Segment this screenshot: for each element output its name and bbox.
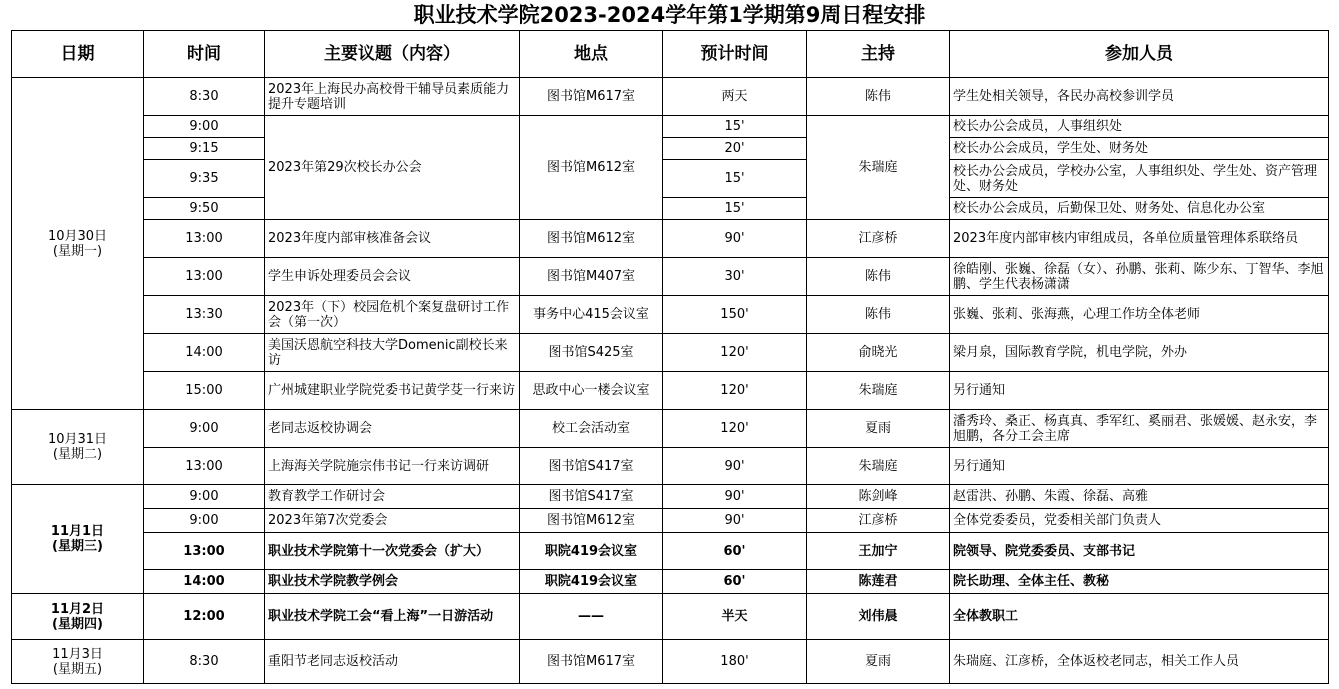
- duration-cell: 90': [663, 509, 807, 533]
- table-row: [12, 198, 1329, 220]
- topic-cell: 上海海关学院施宗伟书记一行来访调研: [265, 448, 520, 485]
- duration-cell: 150': [663, 296, 807, 334]
- time-cell: 9:00: [144, 509, 265, 533]
- table-row: [12, 138, 1329, 160]
- place-cell: ——: [520, 594, 663, 640]
- day-cell-tue: [12, 410, 144, 485]
- attendees-cell: 另行通知: [950, 372, 1329, 410]
- duration-cell: 120': [663, 372, 807, 410]
- time-cell: 9:00: [144, 410, 265, 448]
- host-cell: 陈剑峰: [807, 485, 950, 509]
- time-cell: 12:00: [144, 594, 265, 640]
- day-weekday: (星期五): [52, 661, 103, 677]
- table-row: [12, 116, 1329, 138]
- attendees-cell: 另行通知: [950, 448, 1329, 485]
- topic-cell: 2023年（下）校园危机个案复盘研讨工作会（第一次）: [265, 296, 520, 334]
- time-cell: 13:00: [144, 220, 265, 258]
- host-cell: 俞晓光: [807, 334, 950, 372]
- table-row: [12, 485, 1329, 509]
- topic-cell: 职业技术学院教学例会: [265, 570, 520, 594]
- place-cell: 职院419会议室: [520, 533, 663, 570]
- host-cell: 夏雨: [807, 640, 950, 684]
- topic-cell: 广州城建职业学院党委书记黄学芟一行来访: [265, 372, 520, 410]
- duration-cell: 120': [663, 334, 807, 372]
- place-cell: 图书馆S425室: [520, 334, 663, 372]
- place-cell: 图书馆M612室: [520, 116, 663, 220]
- table-row: [12, 448, 1329, 485]
- time-cell: 9:50: [144, 198, 265, 220]
- time-cell: 13:30: [144, 296, 265, 334]
- day-weekday: (星期一): [52, 243, 103, 259]
- attendees-cell: 学生处相关领导，各民办高校参训学员: [950, 78, 1329, 116]
- attendees-cell: 赵雷洪、孙鹏、朱霞、徐磊、高雅: [950, 485, 1329, 509]
- attendees-cell: 校长办公会成员，学生处、财务处: [950, 138, 1329, 160]
- time-cell: 9:00: [144, 116, 265, 138]
- day-cell-wed: [12, 485, 144, 594]
- place-cell: 思政中心一楼会议室: [520, 372, 663, 410]
- time-cell: 9:15: [144, 138, 265, 160]
- host-cell: 陈莲君: [807, 570, 950, 594]
- host-cell: 朱瑞庭: [807, 448, 950, 485]
- topic-cell: 2023年上海民办高校骨干辅导员素质能力提升专题培训: [265, 78, 520, 116]
- duration-cell: 15': [663, 160, 807, 198]
- time-cell: 8:30: [144, 78, 265, 116]
- place-cell: 图书馆M407室: [520, 258, 663, 296]
- place-cell: 校工会活动室: [520, 410, 663, 448]
- topic-cell: 2023年第29次校长办公会: [265, 116, 520, 220]
- duration-cell: 60': [663, 533, 807, 570]
- table-row: [12, 296, 1329, 334]
- attendees-cell: 院长助理、全体主任、教秘: [950, 570, 1329, 594]
- topic-cell: 重阳节老同志返校活动: [265, 640, 520, 684]
- col-header-topic: 主要议题（内容）: [265, 31, 520, 78]
- time-cell: 13:00: [144, 533, 265, 570]
- attendees-cell: 校长办公会成员，学校办公室，人事组织处、学生处、资产管理处、财务处: [950, 160, 1329, 198]
- day-date: 10月31日: [47, 432, 108, 447]
- col-header-duration: 预计时间: [663, 31, 807, 78]
- page-title: 职业技术学院2023-2024学年第1学期第9周日程安排: [413, 3, 926, 27]
- topic-cell: 学生申诉处理委员会会议: [265, 258, 520, 296]
- place-cell: 图书馆M612室: [520, 220, 663, 258]
- day-date: 10月30日: [47, 228, 108, 244]
- host-cell: 江彦桥: [807, 220, 950, 258]
- day-weekday: (星期四): [52, 616, 103, 632]
- attendees-cell: 校长办公会成员，人事组织处: [950, 116, 1329, 138]
- duration-cell: 30': [663, 258, 807, 296]
- col-header-time: 时间: [144, 31, 265, 78]
- attendees-cell: 梁月泉，国际教育学院，机电学院，外办: [950, 334, 1329, 372]
- host-cell: 陈伟: [807, 296, 950, 334]
- schedule-table: [11, 30, 1329, 684]
- col-header-host: 主持: [807, 31, 950, 78]
- place-cell: 事务中心415会议室: [520, 296, 663, 334]
- duration-cell: 20': [663, 138, 807, 160]
- topic-cell: 美国沃恩航空科技大学Domenic副校长来访: [265, 334, 520, 372]
- duration-cell: 15': [663, 116, 807, 138]
- day-date: 11月1日: [50, 524, 105, 539]
- attendees-cell: 徐皓刚、张巍、徐磊（女）、孙鹏、张莉、陈少东、丁智华、李旭鹏、学生代表杨潇潇: [950, 258, 1329, 296]
- table-row: [12, 334, 1329, 372]
- host-cell: 夏雨: [807, 410, 950, 448]
- header-row: [12, 31, 1329, 78]
- time-cell: 14:00: [144, 334, 265, 372]
- table-row: [12, 78, 1329, 116]
- duration-cell: 半天: [663, 594, 807, 640]
- topic-cell: 教育教学工作研讨会: [265, 485, 520, 509]
- place-cell: 图书馆M612室: [520, 509, 663, 533]
- host-cell: 朱瑞庭: [807, 116, 950, 220]
- time-cell: 13:00: [144, 448, 265, 485]
- duration-cell: 60': [663, 570, 807, 594]
- time-cell: 14:00: [144, 570, 265, 594]
- attendees-cell: 院领导、院党委委员、支部书记: [950, 533, 1329, 570]
- place-cell: 图书馆M617室: [520, 640, 663, 684]
- host-cell: 陈伟: [807, 78, 950, 116]
- table-row: [12, 220, 1329, 258]
- time-cell: 9:35: [144, 160, 265, 198]
- attendees-cell: 校长办公会成员，后勤保卫处、财务处、信息化办公室: [950, 198, 1329, 220]
- attendees-cell: 朱瑞庭、江彦桥，全体返校老同志，相关工作人员: [950, 640, 1329, 684]
- time-cell: 9:00: [144, 485, 265, 509]
- topic-cell: 2023年度内部审核准备会议: [265, 220, 520, 258]
- day-cell-thu: [12, 594, 144, 640]
- table-row: [12, 509, 1329, 533]
- place-cell: 图书馆M617室: [520, 78, 663, 116]
- attendees-cell: 张巍、张莉、张海燕，心理工作坊全体老师: [950, 296, 1329, 334]
- table-row: [12, 160, 1329, 198]
- table-row: [12, 570, 1329, 594]
- attendees-cell: 全体教职工: [950, 594, 1329, 640]
- duration-cell: 90': [663, 220, 807, 258]
- attendees-cell: 潘秀玲、桑正、杨真真、季军红、奚丽君、张媛媛、赵永安，李旭鹏，各分工会主席: [950, 410, 1329, 448]
- col-header-date: 日期: [12, 31, 144, 78]
- table-row: [12, 258, 1329, 296]
- topic-cell: 职业技术学院第十一次党委会（扩大）: [265, 533, 520, 570]
- topic-cell: 老同志返校协调会: [265, 410, 520, 448]
- topic-cell: 2023年第7次党委会: [265, 509, 520, 533]
- host-cell: 陈伟: [807, 258, 950, 296]
- table-row: [12, 372, 1329, 410]
- attendees-cell: 2023年度内部审核内审组成员，各单位质量管理体系联络员: [950, 220, 1329, 258]
- table-row: [12, 533, 1329, 570]
- time-cell: 13:00: [144, 258, 265, 296]
- day-cell-fri: [12, 640, 144, 684]
- duration-cell: 120': [663, 410, 807, 448]
- table-row: [12, 410, 1329, 448]
- topic-cell: 职业技术学院工会“看上海”一日游活动: [265, 594, 520, 640]
- duration-cell: 90': [663, 485, 807, 509]
- host-cell: 江彦桥: [807, 509, 950, 533]
- host-cell: 刘伟晨: [807, 594, 950, 640]
- day-date: 11月2日: [50, 601, 105, 617]
- place-cell: 职院419会议室: [520, 570, 663, 594]
- day-weekday: (星期二): [52, 447, 103, 462]
- day-date: 11月3日: [52, 646, 103, 662]
- day-weekday: (星期三): [52, 539, 103, 554]
- host-cell: 王加宁: [807, 533, 950, 570]
- duration-cell: 90': [663, 448, 807, 485]
- place-cell: 图书馆S417室: [520, 485, 663, 509]
- attendees-cell: 全体党委委员，党委相关部门负责人: [950, 509, 1329, 533]
- col-header-attendees: 参加人员: [950, 31, 1329, 78]
- duration-cell: 两天: [663, 78, 807, 116]
- day-cell-mon: [12, 78, 144, 410]
- table-row: [12, 594, 1329, 640]
- time-cell: 15:00: [144, 372, 265, 410]
- place-cell: 图书馆S417室: [520, 448, 663, 485]
- time-cell: 8:30: [144, 640, 265, 684]
- table-row: [12, 640, 1329, 684]
- duration-cell: 15': [663, 198, 807, 220]
- col-header-place: 地点: [520, 31, 663, 78]
- host-cell: 朱瑞庭: [807, 372, 950, 410]
- duration-cell: 180': [663, 640, 807, 684]
